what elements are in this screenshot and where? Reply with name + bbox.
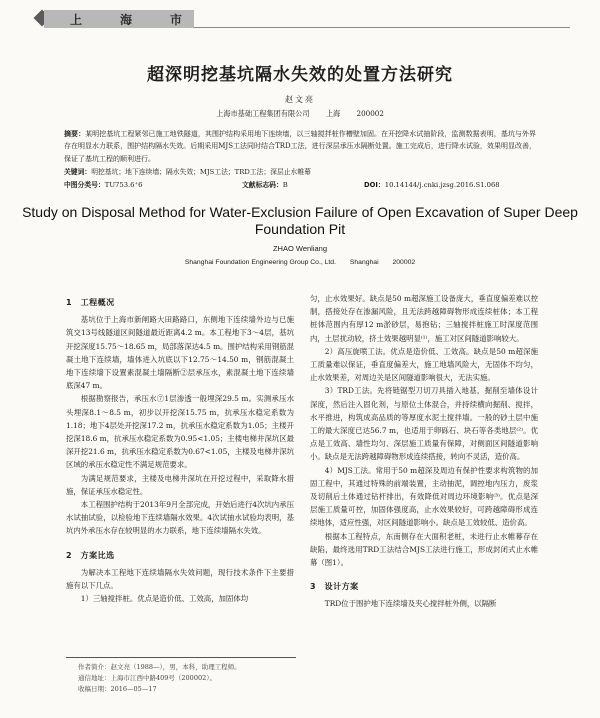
keywords-cn [64, 166, 311, 176]
author-cn: 赵文亮 [285, 95, 315, 104]
affiliation-en-zip: 200002 [392, 259, 416, 266]
affiliation-cn-city: 上海 [325, 109, 341, 118]
paper-title-en: Study on Disposal Method for Water-Exclusion Failure of Open Excavation of Super Deep Foundation Pit [22, 204, 578, 237]
clc-value: TU753.6⁺6 [104, 181, 143, 189]
paragraph: 2）高压旋喷工法。优点是造价低、工效高。缺点是50 m超深施工质量难以保证，垂直度偏差大，施工地墙风险大，无固体不均匀，止水效果差，对周边关是区间隧道影响很大，无法实施。 [310, 346, 538, 383]
affiliation-cn-zip: 200002 [356, 109, 384, 118]
body-column-right [310, 292, 538, 611]
clc-label: 中图分类号： [64, 181, 105, 189]
abstract-text: 某明挖基坑工程紧邻已施工地铁隧道，其围护结构采用地下连续墙，以三轴搅拌桩作槽壁加固。在开挖降水试抽阶段，监测数据表明，基坑与外界存在明显水力联系，围护结构隔水失效。后期采用MJS工法同时结合TRD工法，进行深层承压水隔断处置。施工完成后，进行降水试验，效果明显改善，保证了基坑工程的顺利进行。 [64, 130, 537, 163]
keywords-label: 关键词： [64, 168, 92, 176]
affiliation-cn [0, 109, 600, 119]
paragraph: 根据勘察报告，承压水⑦1层渗透一般埋深29.5 m。实测承压水头埋深8.1～8.5 m，初步以开挖深15.75 m，抗承压水稳定系数为1.18；地下4层处开挖深17.2 m，抗承压水稳定系数为1.05；主楼开挖深18.6 m，抗承压水稳定系数为0.95<1.05；主楼电梯井深坑区最深开挖21.6 m，抗承压水稳定系数为0.67<1.05，主楼及电梯井深坑区域的承压水稳定性不满足规范要求。 [66, 394, 294, 470]
paragraph: 为解决本工程地下连续墙隔水失效问题，现行技术条件下主要措施有以下几点。 [66, 567, 294, 591]
author-footnote [66, 657, 296, 714]
section-3-heading: 3 设计方案 [310, 582, 359, 592]
doc-code-value: B [282, 181, 288, 189]
abstract-cn [64, 128, 536, 165]
paragraph: 基坑位于上海市新闸路大田路路口，东侧地下连续墙外边与已施筑交13号线隧道区间隧道最近距离4.2 m。本工程地下3～4层，基坑开挖深度15.75～18.65 m，局部落深达4.5 m。围护结构采用钢筋混凝土地下连续墙，墙体进入坑底以下12.75～14.50 m，钢筋混凝土地下连续墙下设置素混凝土墙隔断②层承压水，素混凝土地下连续墙底深47 m。 [66, 315, 294, 391]
doi-label: DOI： [364, 181, 385, 189]
paragraph: 本工程围护结构于2013年9月全部完成，开始后进行4次坑内承压水试抽试验，以检验地下连续墙隔水效果。4次试抽水试验均表明，基坑内外承压水存在较明显的水力联系，地下连续墙隔水失效。 [66, 500, 294, 536]
paragraph: 4）MJS工法。常用于50 m超深及周边有保护性要求构筑物的加固工程中，其通过特殊的前端装置，主动抽泥，调控地内压力，废浆及切削后土体通过钻杆排出，有效降低对周边环境影响⁽³⁾。优点是深层施工质量可控，加固体强度高，止水效果较好，可跨越障碍形成连续地体，适应性强，对区间隧道影响小。缺点是工效较低、造价高。 [310, 465, 538, 528]
doc-code-label: 文献标志码： [242, 181, 283, 189]
body-column-left [66, 292, 294, 605]
section-1-heading: 1 工程概况 [66, 298, 115, 307]
header-region-label: 上海市 [70, 13, 221, 27]
paragraph: 1）三轴搅拌桩。优点是造价低、工效高，加固体均 [80, 594, 249, 604]
footnote-address: 通信地址：上海市江西中路409号（200002）。 [78, 674, 216, 682]
abstract-label: 摘要： [64, 130, 86, 138]
paragraph: 为满足规范要求，主楼及电梯井深坑在开挖过程中，采取降水措施，保证承压水稳定性。 [66, 473, 294, 496]
author-en: ZHAO Wenliang [272, 244, 328, 253]
section-2-heading: 2 方案比选 [66, 550, 115, 560]
affiliation-en [0, 259, 600, 266]
affiliation-cn-org: 上海市基础工程集团有限公司 [216, 109, 310, 118]
footnote-received-date: 收稿日期：2016—05—17 [78, 685, 157, 693]
paragraph: TRD位于围护地下连续墙及夹心搅拌桩外侧，以隔断 [324, 599, 497, 609]
doi-value: 10.14144/j.cnki.jzsg.2016.S1.068 [384, 181, 500, 189]
footnote-author-bio: 作者简介：赵文亮（1988—），男，本科，助理工程师。 [78, 663, 241, 671]
paragraph: 根据本工程特点，东南侧存在大面积老桩，未进行止水帷幕存在缺陷，最终选用TRD工法结合MJS工法进行施工，形成封闭式止水帷幕（图1）。 [310, 531, 538, 568]
affiliation-en-org: Shanghai Foundation Engineering Group Co., Ltd. [184, 259, 336, 266]
header-rule [194, 27, 570, 28]
paragraph: 匀，止水效果好。缺点是50 m超深施工设备庞大，垂直度偏差难以控制，搭接处存在渗漏风险，且无法跨越障碍物形成连续桩体；本工程桩体范围内有厚12 m淤砂层，易抱钻；三轴搅拌桩施工时深度范围内，土层扰动较，挤土效果越明显⁽¹⁾，施工对区间隧道影响较大。 [310, 294, 538, 343]
keywords-text: 明挖基坑；地下连续墙；隔水失效；MJS工法；TRD工法；深层止水帷幕 [91, 168, 311, 176]
paragraph: 3）TRD工法。先将链锯型刀切刀具插入地基，掘削至墙体设计深度，然后注入固化剂，与原位土体混合，并持续横向掘削、搅拌，水平推进，构筑成高品质的等厚度水泥土搅拌墙。一般的砂土层中施工的最大深度已达56.7 m，也适用于卵砾石、块石等各类地层⁽²⁾。优点是工效高、墙性均匀、深层施工质量有保障，对侧面区间隧道影响小。缺点是无法跨越障碍物形成连续搭接，转向不灵活，造价高。 [310, 386, 538, 462]
affiliation-en-city: Shanghai [349, 259, 379, 266]
paper-title-cn: 超深明挖基坑隔水失效的处置方法研究 [147, 65, 453, 85]
